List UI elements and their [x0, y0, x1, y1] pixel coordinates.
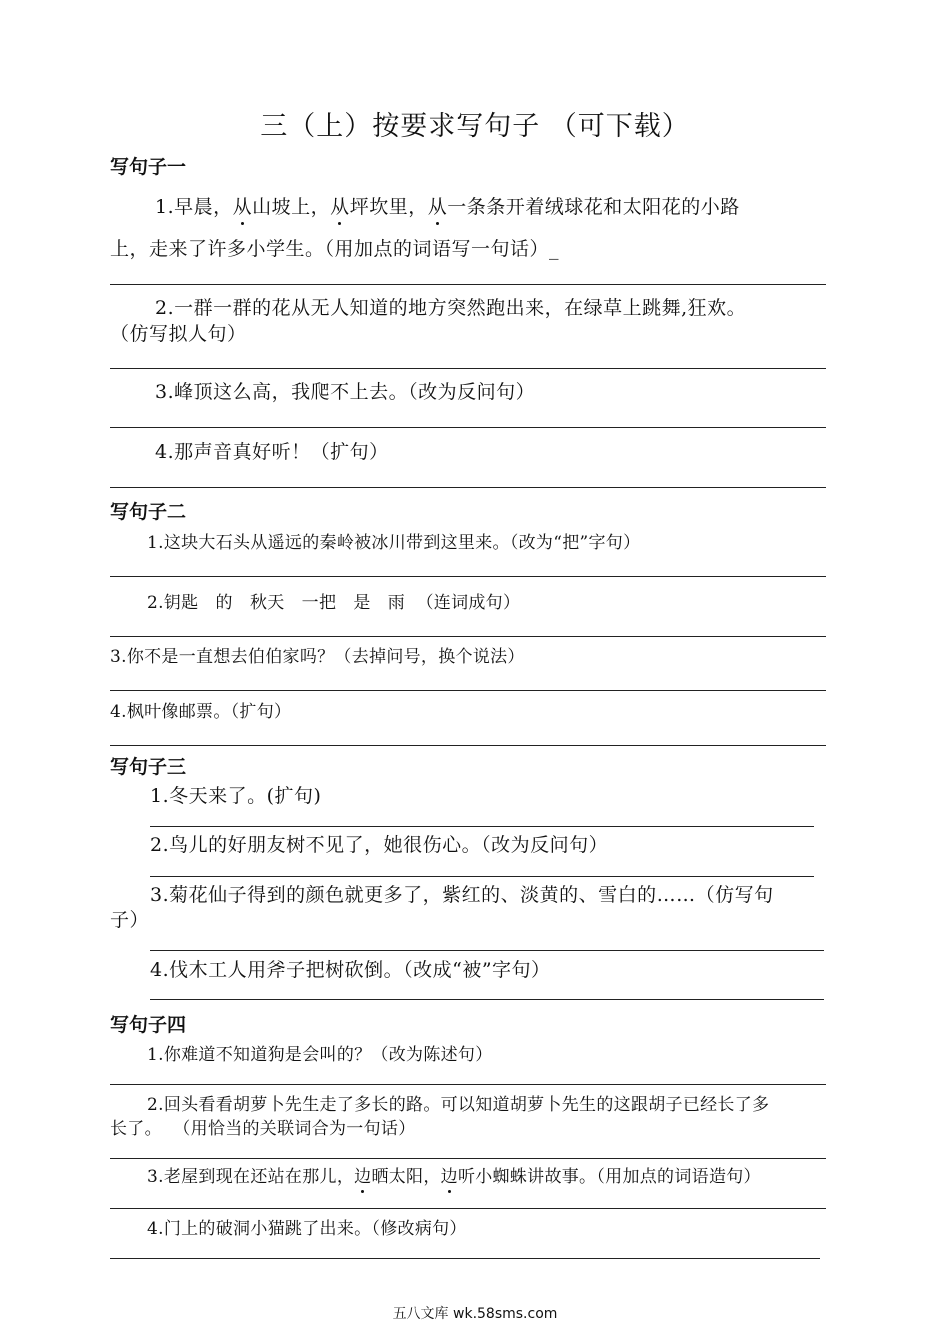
- question-4-2-line2: 长了。 （用恰当的关联词合为一句话）: [110, 1119, 416, 1139]
- question-4-1: 1.你难道不知道狗是会叫的？（改为陈述句）: [147, 1045, 493, 1065]
- section-heading-1: 写句子一: [110, 156, 187, 178]
- dotted-word: 从: [428, 192, 448, 219]
- answer-line: [110, 576, 826, 577]
- text-segment: 晒太阳，: [371, 1167, 441, 1187]
- question-3-4: 4.伐木工人用斧子把树砍倒。（改成“被”字句）: [150, 959, 551, 981]
- answer-line: [110, 1258, 820, 1259]
- question-1-1-line1: [155, 192, 740, 219]
- answer-line: [110, 1084, 826, 1085]
- text-segment: 听小蜘蛛讲故事。（用加点的词语造句）: [457, 1167, 761, 1187]
- question-3-3-line2: 子）: [110, 909, 150, 931]
- question-3-1: 1.冬天来了。(扩句): [150, 785, 322, 807]
- question-2-2: 2.钥匙 的 秋天 一把 是 雨 （连词成句）: [147, 593, 521, 613]
- footer-watermark: 五八文库 wk.58sms.com: [392, 1306, 558, 1322]
- text-segment: 坪坎里，: [349, 196, 428, 218]
- dotted-word: 边: [441, 1162, 458, 1187]
- answer-line: [110, 636, 826, 637]
- section-heading-3: 写句子三: [110, 756, 187, 778]
- answer-line: [110, 1158, 826, 1159]
- question-1-4: 4.那声音真好听！（扩句）: [155, 441, 389, 463]
- dotted-word: 边: [354, 1162, 371, 1187]
- answer-line: [110, 427, 826, 428]
- answer-line: [150, 876, 814, 877]
- page-title: 三（上）按要求写句子 （可下载）: [260, 111, 690, 142]
- answer-line: [110, 1208, 826, 1209]
- question-1-2-line2: （仿写拟人句）: [110, 323, 247, 345]
- answer-line: [150, 826, 814, 827]
- question-1-1-line2: 上，走来了许多小学生。（用加点的词语写一句话）_: [110, 238, 560, 260]
- question-2-3: 3.你不是一直想去伯伯家吗？（去掉问号，换个说法）: [110, 647, 525, 667]
- answer-line: [110, 284, 826, 285]
- question-3-3-line1: 3.菊花仙子得到的颜色就更多了，紫红的、淡黄的、雪白的……（仿写句: [150, 884, 774, 906]
- text-segment: 山坡上，: [252, 196, 331, 218]
- question-4-3: [147, 1162, 761, 1187]
- dotted-word: 从: [330, 192, 350, 219]
- text-segment: 3.老屋到现在还站在那儿，: [147, 1167, 355, 1187]
- answer-line: [110, 745, 826, 746]
- answer-line: [110, 690, 826, 691]
- answer-line: [150, 950, 824, 951]
- question-3-2: 2.鸟儿的好朋友树不见了，她很伤心。（改为反问句）: [150, 834, 609, 856]
- question-2-4: 4.枫叶像邮票。（扩句）: [110, 702, 292, 722]
- question-1-3: 3.峰顶这么高，我爬不上去。（改为反问句）: [155, 381, 536, 403]
- answer-line: [110, 487, 826, 488]
- question-2-1: 1.这块大石头从遥远的秦岭被冰川带到这里来。（改为“把”字句）: [147, 533, 641, 553]
- question-4-2-line1: 2.回头看看胡萝卜先生走了多长的路。可以知道胡萝卜先生的这跟胡子已经长了多: [147, 1095, 770, 1115]
- question-4-4: 4.门上的破洞小猫跳了出来。（修改病句）: [147, 1219, 467, 1239]
- answer-line: [150, 999, 824, 1000]
- text-segment: 一条条开着绒球花和太阳花的小路: [447, 196, 740, 218]
- text-segment: 1.早晨，: [155, 196, 233, 218]
- dotted-word: 从: [233, 192, 253, 219]
- section-heading-2: 写句子二: [110, 501, 187, 523]
- answer-line: [110, 368, 826, 369]
- section-heading-4: 写句子四: [110, 1014, 187, 1036]
- question-1-2-line1: 2.一群一群的花从无人知道的地方突然跑出来，在绿草上跳舞,狂欢。: [155, 297, 747, 319]
